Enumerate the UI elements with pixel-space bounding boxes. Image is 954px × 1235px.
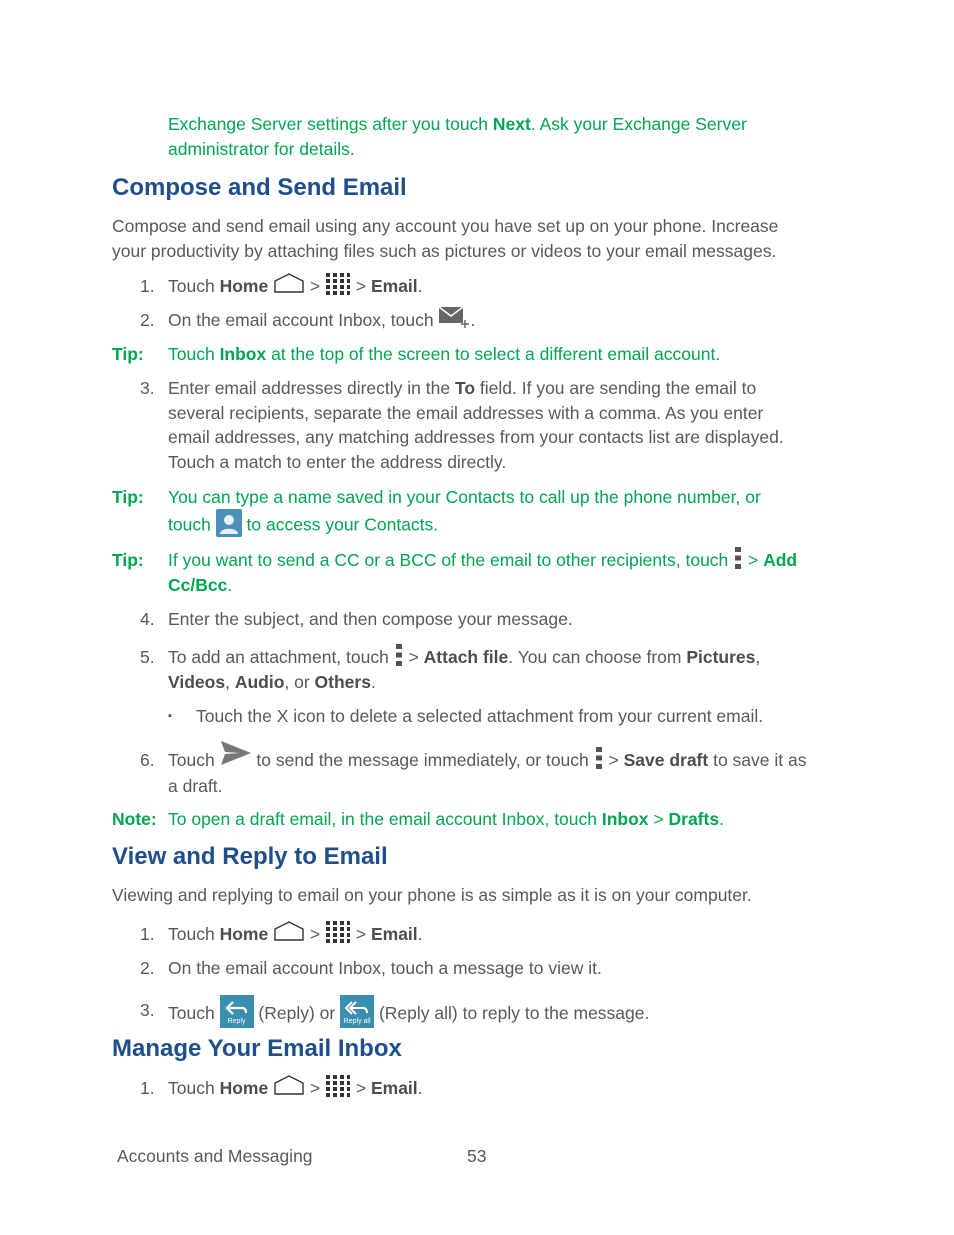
compose-desc-line1: Compose and send email using any account you have set up on your phone. Increase <box>112 216 779 236</box>
step-text: On the email account Inbox, touch a message to view it. <box>168 958 602 978</box>
tip-text: If you want to send a CC or a BCC of the email to other recipients, touch <box>168 550 734 570</box>
heading-view-reply: View and Reply to Email <box>112 843 388 870</box>
bullet-text: Touch the X icon to delete a selected attachment from your current email. <box>196 706 764 726</box>
step-number: 6. <box>140 750 155 770</box>
step-line3: email addresses, any matching addresses from your contacts list are displayed. <box>168 427 784 447</box>
bullet-marker: ▪ <box>168 710 172 722</box>
step-text: Enter email addresses directly in the <box>168 378 455 398</box>
attach-file-label: Attach file <box>423 647 509 667</box>
others-label: Others <box>314 672 371 693</box>
footer-section: Accounts and Messaging <box>117 1146 313 1166</box>
tip-label: Tip: <box>112 487 144 507</box>
period: . <box>417 1078 423 1098</box>
tip-label: Tip: <box>112 344 144 364</box>
step-text: On the email account Inbox, touch <box>168 310 439 330</box>
intro-note-text: Exchange Server settings after you touch <box>168 114 493 134</box>
pictures-label: Pictures <box>686 647 756 667</box>
step-number: 1. <box>140 1078 155 1098</box>
step-text: Enter the subject, and then compose your message. <box>168 609 573 629</box>
email-label: Email <box>370 924 418 944</box>
tip-label: Tip: <box>112 550 144 570</box>
tip-text-2: at the top of the screen to select a different email account. <box>266 344 721 364</box>
step-number: 2. <box>140 958 155 978</box>
email-label: Email <box>370 276 418 296</box>
note-text: To open a draft email, in the email account Inbox, touch <box>168 809 602 829</box>
step-text: Touch <box>168 924 220 944</box>
period: . <box>370 672 376 693</box>
period: . <box>470 310 476 330</box>
save-draft-label: Save draft <box>623 750 709 770</box>
footer-page-number: 53 <box>467 1146 487 1166</box>
period: . <box>719 809 724 829</box>
period: . <box>227 575 233 596</box>
tip-text-2: to access your Contacts. <box>241 514 439 535</box>
separator: > <box>305 276 326 296</box>
step-number: 4. <box>140 609 155 629</box>
view-reply-description: Viewing and replying to email on your phone is as simple as it is on your computer. <box>112 885 752 905</box>
separator: > <box>603 750 624 770</box>
home-icon <box>273 273 305 293</box>
home-label: Home <box>219 1078 269 1098</box>
reply-all-icon <box>340 995 374 1028</box>
apps-grid-icon <box>325 920 351 944</box>
separator: > <box>351 924 371 944</box>
reply-icon-label: Reply <box>227 1018 246 1025</box>
to-field-label: To <box>454 378 476 398</box>
home-label: Home <box>219 924 269 944</box>
step-text-3: (Reply all) to reply to the message. <box>374 1003 650 1024</box>
separator: > <box>648 809 669 829</box>
tip-line1: You can type a name saved in your Contacts to call up the phone number, or <box>168 487 761 507</box>
send-icon <box>220 740 252 766</box>
step-number: 5. <box>140 647 155 667</box>
apps-grid-icon <box>325 272 351 296</box>
menu-dots-icon <box>733 546 743 570</box>
apps-grid-icon <box>325 1074 351 1098</box>
heading-compose: Compose and Send Email <box>112 174 407 201</box>
intro-note <box>168 112 848 161</box>
compose-desc-line2: your productivity by attaching files such as pictures or videos to your email messages. <box>112 240 777 261</box>
separator: > <box>403 647 424 667</box>
menu-dots-icon <box>594 746 604 770</box>
step-text-3: to save it as <box>708 750 807 770</box>
intro-note-text-2: . Ask your Exchange Server <box>530 114 747 134</box>
intro-note-next: Next <box>492 114 531 134</box>
note-inbox-label: Inbox <box>601 809 649 829</box>
separator: > <box>743 550 764 570</box>
step-text: Touch <box>168 1003 220 1024</box>
home-label: Home <box>219 276 269 296</box>
compose-mail-icon <box>438 305 470 329</box>
email-label: Email <box>370 1078 418 1098</box>
tip-text: Touch <box>168 344 220 364</box>
step-text-2: (Reply) or <box>253 1003 341 1024</box>
videos-label: Videos <box>168 672 226 693</box>
tip-text: touch <box>168 514 216 535</box>
note-label: Note: <box>112 809 157 829</box>
separator: > <box>351 276 371 296</box>
cc-bcc-label: Cc/Bcc <box>168 575 228 596</box>
step-text: Touch <box>168 750 220 770</box>
step-text-2: to send the message immediately, or touch <box>251 750 594 770</box>
step-text-2: field. If you are sending the email to <box>475 378 757 398</box>
comma: , <box>755 647 761 667</box>
step-number: 3. <box>140 1000 155 1020</box>
step-text-2: . You can choose from <box>508 647 687 667</box>
home-icon <box>273 921 305 941</box>
step-line2: several recipients, separate the email addresses with a comma. As you enter <box>168 402 764 423</box>
step-number: 3. <box>140 378 155 398</box>
step-text: To add an attachment, touch <box>168 647 394 667</box>
step-text: Touch <box>168 276 220 296</box>
or-text: , or <box>284 672 315 693</box>
step-number: 1. <box>140 276 155 296</box>
home-icon <box>273 1075 305 1095</box>
reply-all-icon-label: Reply all <box>343 1018 371 1025</box>
period: . <box>417 276 423 296</box>
audio-label: Audio <box>234 672 285 693</box>
menu-dots-icon <box>394 643 404 667</box>
contacts-icon <box>216 509 242 537</box>
intro-note-line2: administrator for details. <box>168 138 355 159</box>
tip-inbox-label: Inbox <box>219 344 267 364</box>
separator: > <box>305 1078 326 1098</box>
period: . <box>417 924 423 944</box>
step-line4: Touch a match to enter the address directly. <box>168 451 507 472</box>
step-number: 2. <box>140 310 155 330</box>
comma: , <box>225 672 235 693</box>
heading-manage: Manage Your Email Inbox <box>112 1035 402 1062</box>
add-label: Add <box>763 550 798 570</box>
compose-description <box>112 214 852 263</box>
step-line2: a draft. <box>168 776 223 797</box>
separator: > <box>305 924 326 944</box>
separator: > <box>351 1078 371 1098</box>
reply-icon <box>220 995 254 1028</box>
step-number: 1. <box>140 924 155 944</box>
note-drafts-label: Drafts <box>668 809 720 829</box>
step-text: Touch <box>168 1078 220 1098</box>
